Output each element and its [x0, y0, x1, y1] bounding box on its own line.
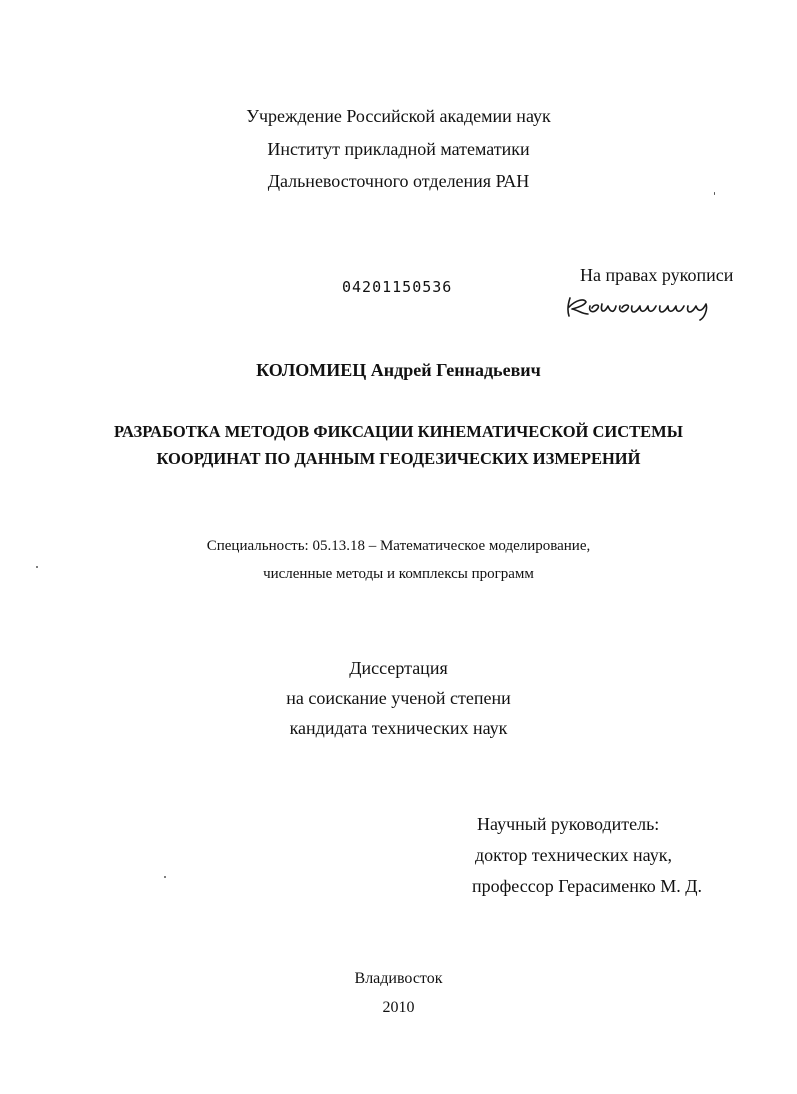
institution-line-2: Институт прикладной математики: [267, 139, 530, 159]
dissertation-line-3: кандидата технических наук: [289, 718, 508, 738]
manuscript-rights: На правах рукописи: [580, 265, 734, 285]
institution-line-1: Учреждение Российской академии наук: [246, 106, 551, 126]
specialty-line-2: численные методы и комплексы программ: [263, 566, 534, 582]
author-name: КОЛОМИЕЦ Андрей Геннадьевич: [256, 360, 541, 380]
institution-line-3: Дальневосточного отделения РАН: [267, 171, 530, 191]
specialty-line-1: Специальность: 05.13.18 – Математическое моделирование,: [206, 538, 591, 554]
supervisor-label: Научный руководитель:: [477, 814, 660, 834]
city: Владивосток: [354, 970, 443, 987]
supervisor-degree: доктор технических наук,: [475, 845, 672, 865]
dissertation-line-1: Диссертация: [349, 658, 448, 678]
scan-speck: [714, 192, 715, 195]
scan-speck: [164, 876, 166, 878]
year: 2010: [382, 999, 415, 1016]
dissertation-line-2: на соискание ученой степени: [286, 688, 511, 708]
author-signature: [564, 292, 720, 322]
catalog-code: 04201150536: [342, 278, 453, 296]
title-line-1: РАЗРАБОТКА МЕТОДОВ ФИКСАЦИИ КИНЕМАТИЧЕСКОЙ СИСТЕМЫ: [114, 422, 683, 441]
scan-speck: [36, 566, 38, 568]
title-line-2: КООРДИНАТ ПО ДАННЫМ ГЕОДЕЗИЧЕСКИХ ИЗМЕРЕНИЙ: [156, 449, 641, 468]
supervisor-name: профессор Герасименко М. Д.: [472, 876, 702, 896]
